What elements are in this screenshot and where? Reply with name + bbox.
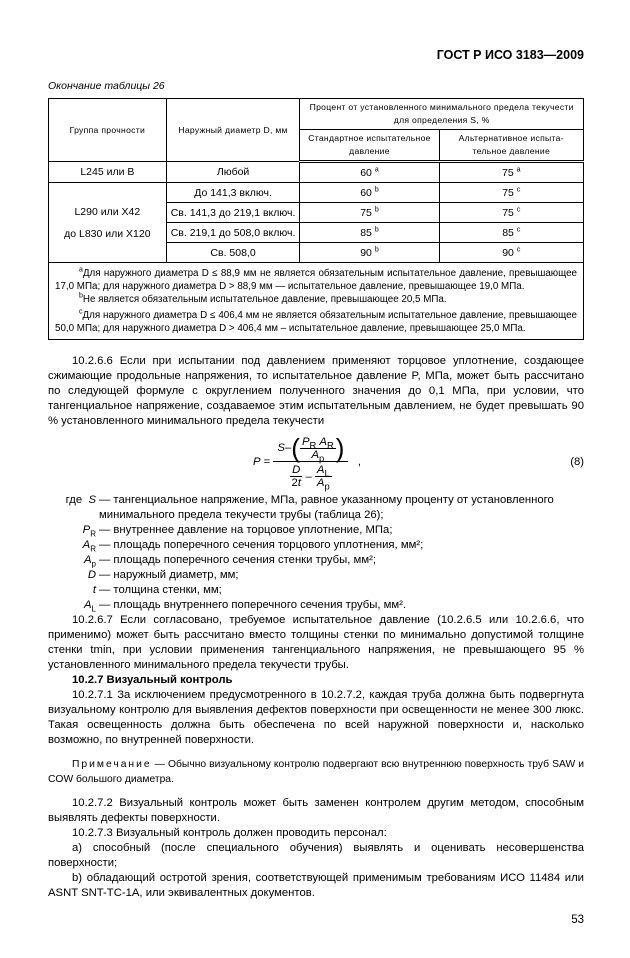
- cell-diameter: Св. 219,1 до 508,0 включ.: [166, 223, 300, 243]
- definition: [48, 553, 584, 568]
- cell-group: [49, 183, 167, 263]
- cell-alt: [439, 162, 583, 183]
- footnote-mark: b: [374, 206, 379, 213]
- footnote: [55, 293, 577, 306]
- footnote-mark: c: [79, 308, 83, 316]
- col-header-standard: Стандартное испытательное давление: [300, 130, 439, 162]
- list-item-a: a) способный (после специального обучения) выявлять и оценивать несовершенства поверхности;: [48, 842, 584, 869]
- value: 60: [360, 166, 372, 179]
- value: 85: [360, 226, 372, 239]
- value: 75: [360, 206, 372, 219]
- value: 75: [502, 186, 514, 199]
- definition-text: — наружный диаметр, мм;: [99, 569, 239, 581]
- definition: [48, 493, 584, 523]
- cell-diameter: До 141,3 включ.: [166, 183, 300, 203]
- definition-text: — площадь внутреннего поперечного сечения трубы, мм².: [99, 599, 407, 611]
- cell-alt: [439, 243, 583, 263]
- cell-alt: [439, 223, 583, 243]
- col-header-alternative: Альтернативное испыта-тельное давление: [439, 130, 583, 162]
- value: 75: [502, 166, 514, 179]
- definition: [48, 598, 584, 613]
- cell-group: L245 или B: [49, 162, 167, 183]
- symbol-subscript: R: [90, 544, 96, 554]
- note-label: Примечание: [72, 759, 152, 770]
- table-row: [49, 162, 584, 183]
- body-text: [48, 354, 584, 901]
- col-header-group: Группа прочности: [49, 99, 167, 162]
- cell-diameter: Св. 508,0: [166, 243, 300, 263]
- symbol: A: [84, 554, 92, 566]
- definition-text: — площадь поперечного сечения стенки трубы, мм²;: [99, 554, 376, 566]
- symbol: P: [82, 524, 91, 536]
- footnote-text: Для наружного диаметра D ≤ 88,9 мм не является обязательным испытательное давление, превышающее 17,0 МПа; для наружного диаметра D > 88,9 мм — испытательное давление, превышающее 19,0 МПа.: [55, 268, 577, 292]
- footnote-mark: c: [516, 186, 521, 193]
- note: [48, 757, 584, 787]
- table-caption: Окончание таблицы 26: [48, 80, 165, 92]
- footnote-mark: c: [516, 246, 521, 253]
- value: 90: [502, 246, 514, 259]
- definition: [48, 568, 584, 583]
- col-header-diameter: Наружный диаметр D, мм: [166, 99, 300, 162]
- symbol: D: [87, 569, 96, 581]
- note-text: — Обычно визуальному контролю подвергают всю внутреннюю поверхность труб SAW и COW большого диаметра.: [48, 759, 584, 785]
- cell-alt: [439, 183, 583, 203]
- cell-diameter: Любой: [166, 162, 300, 183]
- symbol: t: [92, 584, 96, 596]
- definition: [48, 523, 584, 538]
- footnote: [55, 309, 577, 335]
- footnote-mark: b: [374, 226, 379, 233]
- value: 85: [502, 226, 514, 239]
- definition-text: — толщина стенки, мм;: [99, 584, 222, 596]
- document-header: ГОСТ Р ИСО 3183—2009: [436, 48, 584, 62]
- col-header-percent: Процент от установленного минимального предела текучести для определения S, %: [300, 99, 584, 130]
- paragraph-10-2-6-6: 10.2.6.6 Если при испытании под давлением применяют торцовое уплотнение, создающее сжимающие продольные напряжения, то испытательное давление P, МПа, может быть рассчитано по следующей формуле с округлением полученного значения до 0,1 МПа, при условии, что тангенциальное напряжение, создаваемое этим испытательным давлением, не будет превышать 90 % установленного минимального предела текучести: [48, 355, 584, 427]
- symbol-definitions: [48, 493, 584, 613]
- footnote-mark: a: [374, 166, 379, 173]
- where-label: где: [65, 494, 83, 506]
- symbol-subscript: L: [91, 604, 96, 614]
- definition-text: — площадь поперечного сечения торцового уплотнения, мм²;: [99, 539, 424, 551]
- table-26: [48, 98, 584, 340]
- cell-std: [300, 203, 439, 223]
- footnote-mark: b: [374, 186, 379, 193]
- section-heading-10-2-7: 10.2.7 Визуальный контроль: [72, 674, 233, 686]
- footnote-text: Для наружного диаметра D ≤ 406,4 мм не является обязательным испытательное давление, превышающее 50,0 МПа; для наружного диаметра D > 406,4 мм – испытательное давление, превышающее 25,0 МПа.: [55, 310, 577, 334]
- table-row: [49, 183, 584, 203]
- list-item-b: b) обладающий остротой зрения, соответствующей применимым требованиям ИСО 11484 или ASNT SNT-TC-1A, или эквивалентных документов.: [48, 872, 584, 899]
- value: 60: [360, 186, 372, 199]
- equation-number: (8): [570, 455, 584, 468]
- symbol-subscript: R: [90, 529, 96, 539]
- paragraph-10-2-7-3: 10.2.7.3 Визуальный контроль должен проводить персонал:: [72, 827, 387, 839]
- footnote: [55, 267, 577, 293]
- symbol-subscript: p: [91, 559, 96, 569]
- formula-body: P = S – ( $P_R$ $A_R$ $A_p$ ) D 2t – $A_L$ $A_p$ ,: [253, 433, 361, 492]
- group-line: до L830 или X120: [64, 227, 151, 240]
- cell-std: [300, 183, 439, 203]
- symbol: S: [88, 494, 96, 506]
- paragraph-10-2-7-1: 10.2.7.1 За исключением предусмотренного в 10.2.7.2, каждая труба должна быть подвергнута визуальному контролю для выявления дефектов поверхности при освещенности не менее 300 люкс. Такая освещенность должна быть обеспечена по всей наружной поверхности и, насколько возможно, по внутренней поверхности.: [48, 689, 584, 746]
- footnote-mark: b: [79, 292, 83, 300]
- formula-8: [48, 433, 584, 492]
- value: 90: [360, 246, 372, 259]
- symbol: A: [84, 599, 92, 611]
- paragraph-10-2-6-7: 10.2.6.7 Если согласовано, требуемое испытательное давление (10.2.6.5 или 10.2.6.6, что применимо) может быть рассчитано вместо толщины стенки по минимально допустимой толщине стенки tmin, при условии применения тангенциального напряжения, не превышающего 95 % установленного минимального предела текучести трубы.: [48, 614, 584, 671]
- footnote-mark: b: [374, 246, 379, 253]
- definition-text: — тангенциальное напряжение, МПа, равное указанному проценту от установленного минимального предела текучести трубы (таблица 26);: [99, 494, 554, 521]
- cell-std: [300, 243, 439, 263]
- group-line: L290 или X42: [74, 205, 141, 218]
- footnote-mark: c: [516, 226, 521, 233]
- value: 75: [502, 206, 514, 219]
- page-number: 53: [571, 914, 584, 926]
- definition: [48, 583, 584, 598]
- definition: [48, 538, 584, 553]
- footnote-mark: c: [516, 206, 521, 213]
- table-footnotes: [49, 263, 584, 340]
- cell-std: [300, 223, 439, 243]
- cell-std: [300, 162, 439, 183]
- cell-alt: [439, 203, 583, 223]
- footnote-mark: a: [516, 166, 521, 173]
- paragraph-10-2-7-2: 10.2.7.2 Визуальный контроль может быть заменен контролем другим методом, способным выявлять дефекты поверхности.: [48, 797, 584, 824]
- footnote-mark: a: [79, 266, 83, 274]
- cell-diameter: Св. 141,3 до 219,1 включ.: [166, 203, 300, 223]
- definition-text: — внутреннее давление на торцовое уплотнение, МПа;: [99, 524, 393, 536]
- footnote-text: Не является обязательным испытательное давление, превышающее 20,5 МПа.: [82, 294, 447, 305]
- symbol: A: [82, 539, 91, 551]
